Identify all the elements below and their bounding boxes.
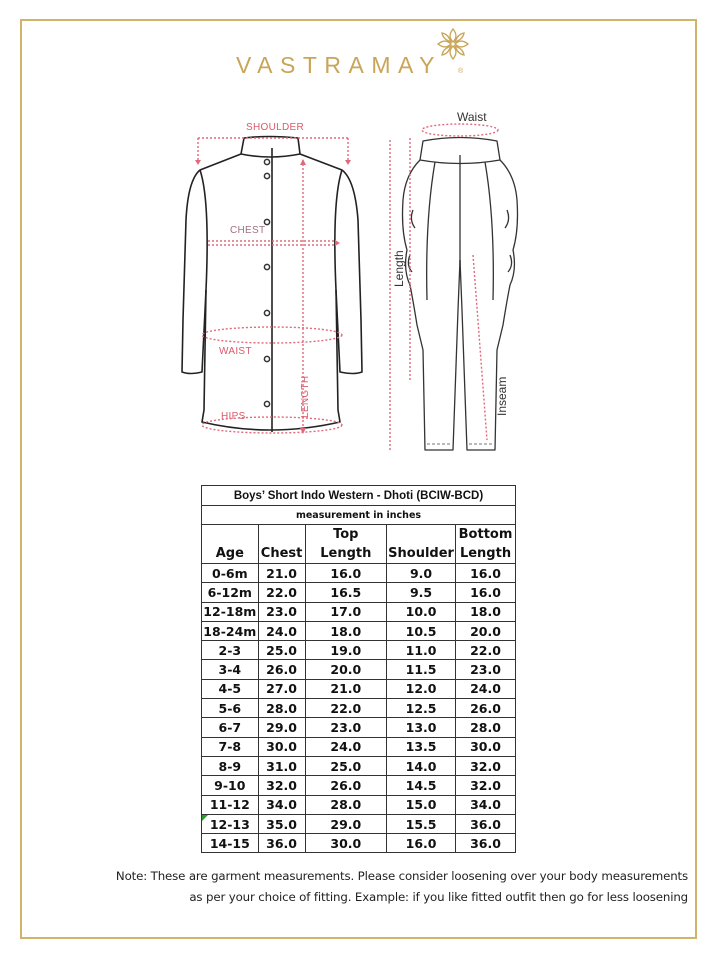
cell-top-length: 28.0	[305, 795, 387, 814]
table-header-row	[202, 525, 516, 564]
cell-top-length: 26.0	[305, 776, 387, 795]
cell-chest: 35.0	[258, 814, 305, 833]
kurta-diagram	[180, 110, 380, 470]
table-row	[202, 756, 516, 775]
table-title: Boys’ Short Indo Western - Dhoti (BCIW-BCD)	[202, 486, 516, 506]
cell-top-length: 24.0	[305, 737, 387, 756]
cell-chest: 30.0	[258, 737, 305, 756]
cell-bottom-length: 16.0	[456, 564, 516, 583]
cell-chest: 29.0	[258, 718, 305, 737]
cell-comment-marker	[202, 815, 208, 821]
label-length: LENGTH	[300, 375, 311, 418]
label-shoulder: SHOULDER	[246, 122, 304, 133]
table-subtitle: measurement in inches	[202, 506, 516, 525]
cell-shoulder: 16.0	[387, 834, 456, 853]
cell-top-length: 18.0	[305, 621, 387, 640]
table-row	[202, 834, 516, 853]
note-line-2: as per your choice of fitting. Example: if you like fitted outfit then go for less loosening	[189, 890, 688, 904]
cell-age: 4-5	[202, 679, 259, 698]
cell-bottom-length: 34.0	[456, 795, 516, 814]
cell-age: 5-6	[202, 699, 259, 718]
table-row	[202, 814, 516, 833]
label-dhoti-inseam: Inseam	[495, 376, 509, 416]
cell-shoulder: 12.0	[387, 679, 456, 698]
size-chart-table	[201, 485, 516, 853]
cell-top-length: 21.0	[305, 679, 387, 698]
cell-top-length: 25.0	[305, 756, 387, 775]
header-shoulder: Shoulder	[387, 525, 456, 564]
cell-age: 6-7	[202, 718, 259, 737]
cell-shoulder: 9.0	[387, 564, 456, 583]
table-row	[202, 776, 516, 795]
cell-bottom-length: 24.0	[456, 679, 516, 698]
header-bottom-line1: Bottom	[458, 527, 513, 542]
cell-top-length: 17.0	[305, 602, 387, 621]
cell-age: 3-4	[202, 660, 259, 679]
cell-age: 18-24m	[202, 621, 259, 640]
cell-bottom-length: 22.0	[456, 641, 516, 660]
cell-age: 9-10	[202, 776, 259, 795]
cell-age: 2-3	[202, 641, 259, 660]
cell-chest: 32.0	[258, 776, 305, 795]
cell-top-length: 16.0	[305, 564, 387, 583]
cell-shoulder: 9.5	[387, 583, 456, 602]
cell-top-length: 22.0	[305, 699, 387, 718]
cell-age: 14-15	[202, 834, 259, 853]
cell-bottom-length: 32.0	[456, 776, 516, 795]
cell-age: 7-8	[202, 737, 259, 756]
header-age: Age	[202, 525, 259, 564]
label-waist: WAIST	[219, 346, 252, 357]
table-row	[202, 602, 516, 621]
header-bottom-length	[456, 525, 516, 564]
cell-shoulder: 12.5	[387, 699, 456, 718]
cell-top-length: 20.0	[305, 660, 387, 679]
cell-shoulder: 11.0	[387, 641, 456, 660]
cell-bottom-length: 36.0	[456, 814, 516, 833]
label-chest: CHEST	[230, 225, 266, 236]
cell-bottom-length: 36.0	[456, 834, 516, 853]
cell-chest: 27.0	[258, 679, 305, 698]
label-hips: HIPS	[221, 411, 246, 422]
cell-bottom-length: 30.0	[456, 737, 516, 756]
cell-age: 11-12	[202, 795, 259, 814]
cell-top-length: 30.0	[305, 834, 387, 853]
cell-shoulder: 13.0	[387, 718, 456, 737]
cell-chest: 28.0	[258, 699, 305, 718]
cell-shoulder: 13.5	[387, 737, 456, 756]
table-row	[202, 737, 516, 756]
cell-shoulder: 11.5	[387, 660, 456, 679]
table-row	[202, 718, 516, 737]
cell-chest: 22.0	[258, 583, 305, 602]
cell-top-length: 29.0	[305, 814, 387, 833]
table-row	[202, 679, 516, 698]
cell-top-length: 23.0	[305, 718, 387, 737]
cell-bottom-length: 18.0	[456, 602, 516, 621]
cell-shoulder: 14.0	[387, 756, 456, 775]
cell-chest: 36.0	[258, 834, 305, 853]
cell-chest: 24.0	[258, 621, 305, 640]
label-dhoti-waist: Waist	[457, 110, 487, 124]
table-row	[202, 795, 516, 814]
table-row	[202, 660, 516, 679]
cell-shoulder: 15.5	[387, 814, 456, 833]
cell-shoulder: 15.0	[387, 795, 456, 814]
header-top-length: Top Length	[305, 525, 387, 564]
cell-chest: 31.0	[258, 756, 305, 775]
cell-age: 6-12m	[202, 583, 259, 602]
cell-chest: 34.0	[258, 795, 305, 814]
cell-chest: 23.0	[258, 602, 305, 621]
cell-chest: 26.0	[258, 660, 305, 679]
cell-chest: 21.0	[258, 564, 305, 583]
cell-shoulder: 10.5	[387, 621, 456, 640]
cell-top-length: 19.0	[305, 641, 387, 660]
cell-bottom-length: 16.0	[456, 583, 516, 602]
fitting-note	[20, 866, 688, 908]
cell-age: 8-9	[202, 756, 259, 775]
header-chest: Chest	[258, 525, 305, 564]
table-row	[202, 583, 516, 602]
cell-top-length: 16.5	[305, 583, 387, 602]
cell-bottom-length: 26.0	[456, 699, 516, 718]
cell-shoulder: 10.0	[387, 602, 456, 621]
table-body	[202, 564, 516, 853]
header-bottom-line2: Length	[459, 546, 512, 561]
note-line-1: Note: These are garment measurements. Please consider loosening over your body measurements	[115, 869, 688, 883]
table-row	[202, 699, 516, 718]
cell-age: 12-18m	[202, 602, 259, 621]
cell-bottom-length: 20.0	[456, 621, 516, 640]
cell-chest: 25.0	[258, 641, 305, 660]
label-dhoti-length: Length	[392, 250, 406, 287]
registered-mark: ®	[458, 68, 464, 75]
cell-age: 0-6m	[202, 564, 259, 583]
dhoti-diagram	[385, 100, 535, 470]
cell-shoulder: 14.5	[387, 776, 456, 795]
cell-age: 12-13	[202, 814, 259, 833]
cell-bottom-length: 32.0	[456, 756, 516, 775]
table-row	[202, 564, 516, 583]
cell-bottom-length: 23.0	[456, 660, 516, 679]
table-row	[202, 621, 516, 640]
cell-bottom-length: 28.0	[456, 718, 516, 737]
brand-logo: VASTRAMAY	[236, 52, 442, 78]
table-row	[202, 641, 516, 660]
